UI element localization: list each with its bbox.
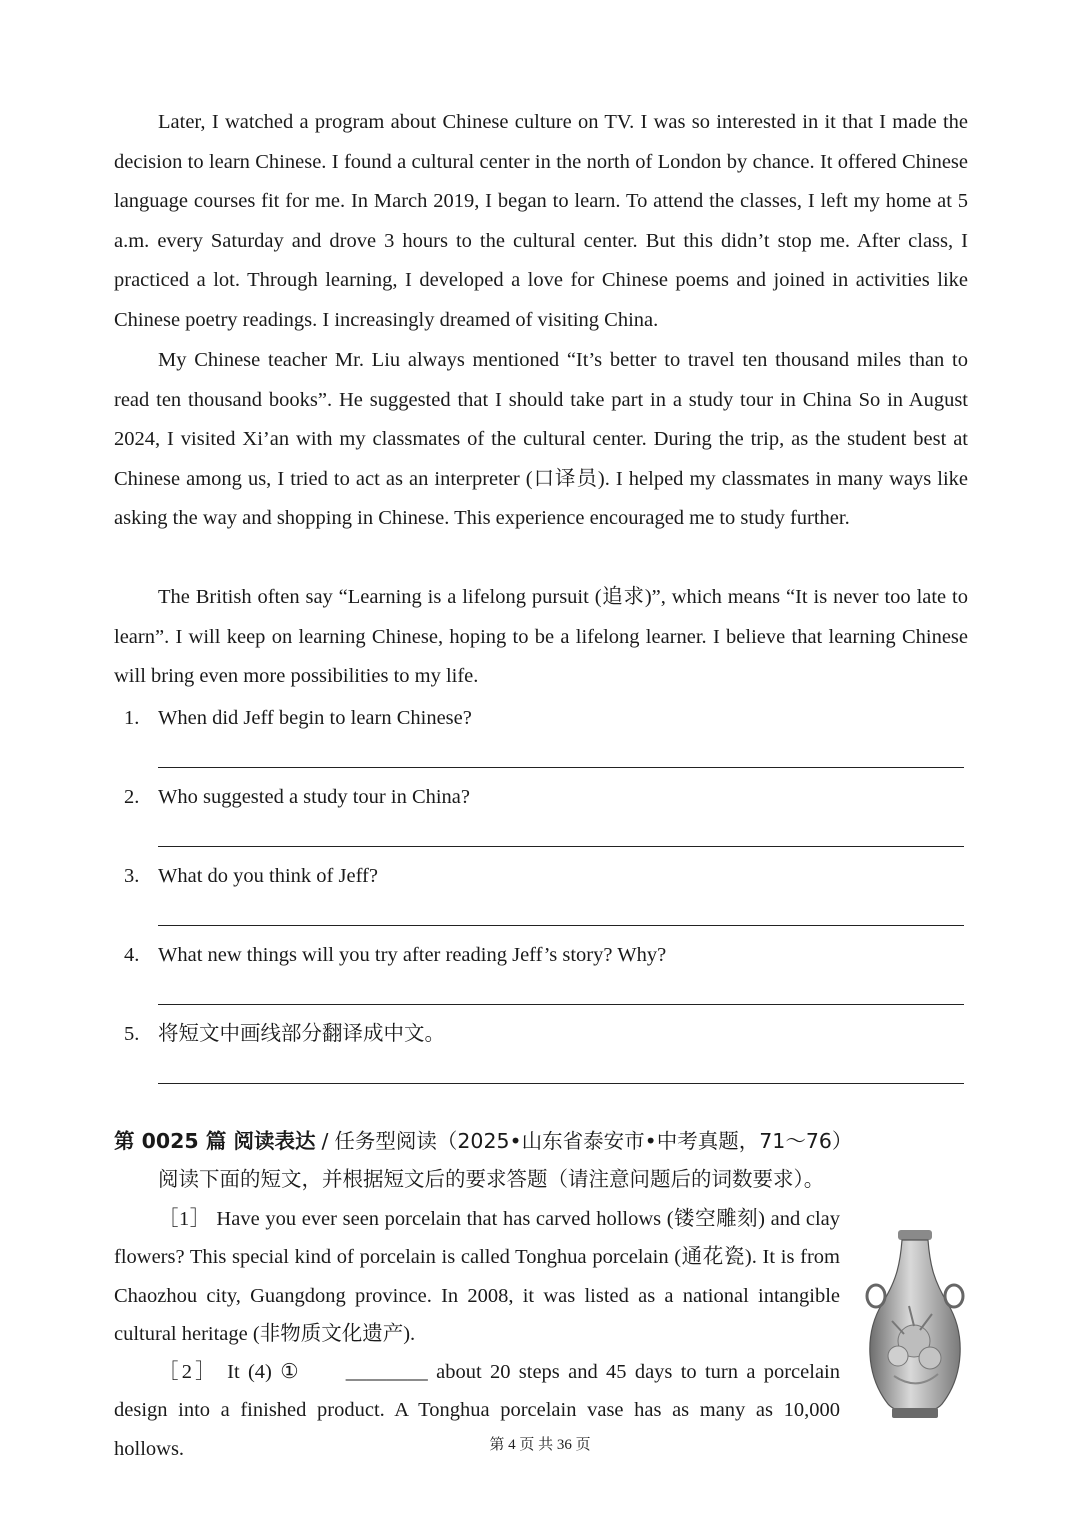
answer-line-5[interactable]	[158, 1083, 964, 1084]
section-separator: /	[321, 1129, 329, 1153]
question-5	[124, 1019, 445, 1049]
answer-line-3[interactable]	[158, 925, 964, 926]
passage2-paragraph-1: ［1］ Have you ever seen porcelain that has carved hollows (镂空雕刻) and clay flowers? This special kind of porcelain is called Tonghua porcelain (通花瓷). It is from Chaozhou city, Guangdong province. In 2008, it was listed as a national intangible cultural heritage (非物质文化遗产).	[114, 1208, 840, 1346]
question-number: 1.	[124, 707, 140, 729]
question-number: 4.	[124, 944, 140, 966]
passage-paragraph-2: My Chinese teacher Mr. Liu always mentioned “It’s better to travel ten thousand miles than to read ten thousand books”. He suggested that I should take part in a study tour in China So in August 2024, I visited Xi’an with my classmates of the cultural center. During the trip, as the student best at Chinese among us, I tried to act as an interpreter (口译员). I helped my classmates in many ways like asking the way and shopping in Chinese. This experience encouraged me to study further.	[114, 349, 968, 530]
question-number: 2.	[124, 786, 140, 808]
section-title: 第 0025 篇 阅读表达	[114, 1129, 316, 1153]
section-heading	[114, 1125, 852, 1157]
section-instructions: 阅读下面的短文，并根据短文后的要求答题（请注意问题后的词数要求）。	[158, 1169, 825, 1191]
question-text: Who suggested a study tour in China?	[158, 786, 471, 808]
answer-line-2[interactable]	[158, 846, 964, 847]
passage-paragraph-3: The British often say “Learning is a lifelong pursuit (追求)”, which means “It is never too late to learn”. I will keep on learning Chinese, hoping to be a lifelong learner. I believe that learning Chinese will bring even more possibilities to my life.	[114, 586, 968, 688]
paragraph-2-lead: ［2］ It (4) ①	[158, 1361, 302, 1383]
question-3	[124, 861, 378, 891]
answer-line-4[interactable]	[158, 1004, 964, 1005]
question-1	[124, 703, 472, 733]
page-footer: 第 4 页 共 36 页	[489, 1437, 591, 1453]
answer-line-1[interactable]	[158, 767, 964, 768]
question-number: 5.	[124, 1023, 140, 1045]
question-number: 3.	[124, 865, 140, 887]
porcelain-vase-image	[854, 1226, 974, 1426]
question-text: When did Jeff begin to learn Chinese?	[158, 707, 472, 729]
question-4	[124, 940, 666, 970]
question-text: 将短文中画线部分翻译成中文。	[158, 1023, 445, 1045]
question-text: What new things will you try after reading Jeff’s story? Why?	[158, 944, 667, 966]
passage-paragraph-1: Later, I watched a program about Chinese culture on TV. I was so interested in it that I made the decision to learn Chinese. I found a cultural center in the north of London by chance. It offered Chinese language courses fit for me. In March 2019, I began to learn. To attend the classes, I left my home at 5 a.m. every Saturday and drove 3 hours to the cultural center. But this didn’t stop me. After class, I practiced a lot. Through learning, I developed a love for Chinese poems and joined in activities like Chinese poetry readings. I increasingly dreamed of visiting China.	[114, 111, 968, 331]
question-2	[124, 782, 470, 812]
paragraph-2-rest: about 20 steps and 45 days to turn a porcelain design into a finished product. A Tonghua porcelain vase has as many as 10,000 hollows.	[114, 1361, 840, 1460]
tonghua-porcelain-vase-icon	[867, 1230, 963, 1418]
question-text: What do you think of Jeff?	[158, 865, 378, 887]
fill-in-blank-1[interactable]: ________	[345, 1361, 428, 1383]
section-subtitle: 任务型阅读（2025•山东省泰安市•中考真题，71～76）	[334, 1129, 853, 1153]
